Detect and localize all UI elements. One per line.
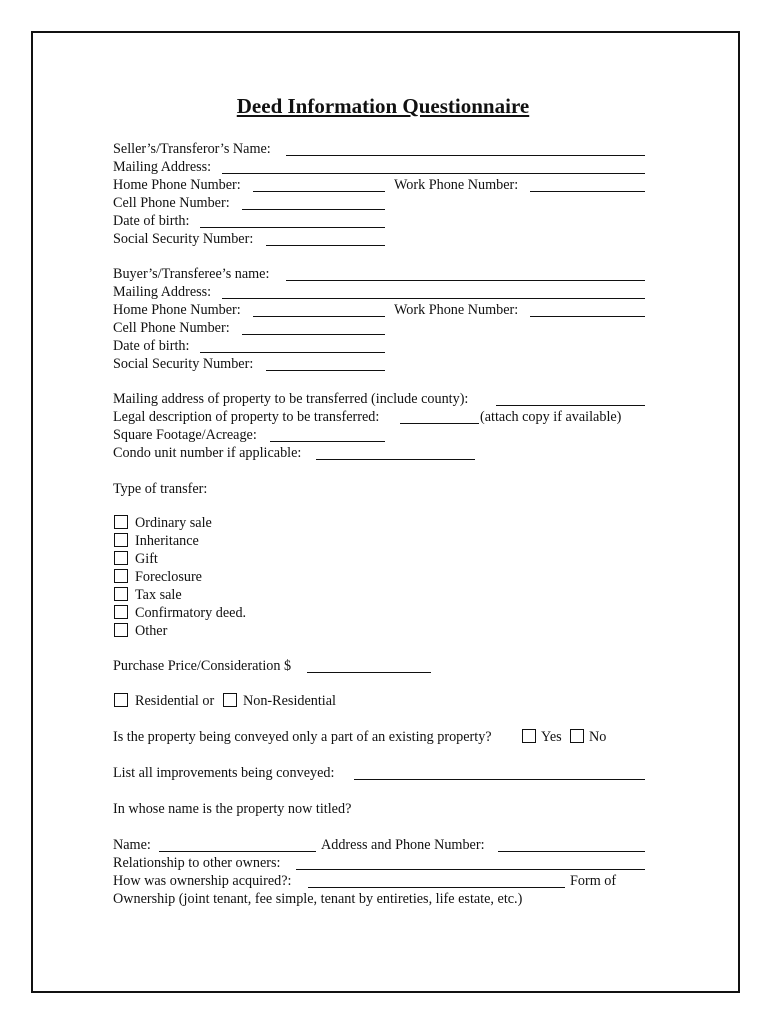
buyer-dob-label: Date of birth: bbox=[113, 338, 190, 354]
buyer-name-label: Buyer’s/Transferee’s name: bbox=[113, 266, 270, 282]
ownership-form-row bbox=[113, 890, 653, 908]
transfer-option bbox=[113, 622, 413, 640]
seller-dob-label: Date of birth: bbox=[113, 213, 190, 229]
seller-ssn-field[interactable] bbox=[266, 245, 385, 246]
checkbox-foreclosure[interactable] bbox=[114, 569, 128, 583]
seller-name-label: Seller’s/Transferor’s Name: bbox=[113, 141, 271, 157]
legal-description-note: (attach copy if available) bbox=[480, 409, 622, 425]
seller-phone-row bbox=[113, 176, 653, 194]
seller-cell-field[interactable] bbox=[242, 209, 385, 210]
seller-cell-label: Cell Phone Number: bbox=[113, 195, 230, 211]
option-label-tax-sale: Tax sale bbox=[135, 587, 182, 603]
checkbox-other[interactable] bbox=[114, 623, 128, 637]
buyer-mailing-label: Mailing Address: bbox=[113, 284, 212, 300]
legal-description-label: Legal description of property to be transferred: bbox=[113, 409, 380, 425]
property-address-label: Mailing address of property to be transferred (include county): bbox=[113, 391, 469, 407]
checkbox-ordinary-sale[interactable] bbox=[114, 515, 128, 529]
buyer-cell-field[interactable] bbox=[242, 334, 385, 335]
square-footage-field[interactable] bbox=[270, 441, 385, 442]
purchase-price-label: Purchase Price/Consideration $ bbox=[113, 658, 292, 674]
improvements-label: List all improvements being conveyed: bbox=[113, 765, 335, 781]
square-footage-label: Square Footage/Acreage: bbox=[113, 427, 257, 443]
owner-name-row bbox=[113, 836, 653, 854]
option-label-other: Other bbox=[135, 623, 168, 639]
seller-mailing-field[interactable] bbox=[222, 173, 645, 174]
condo-unit-label: Condo unit number if applicable: bbox=[113, 445, 302, 461]
buyer-dob-row bbox=[113, 337, 653, 355]
property-address-row bbox=[113, 390, 653, 408]
seller-work-phone-field[interactable] bbox=[530, 191, 645, 192]
condo-unit-field[interactable] bbox=[316, 459, 475, 460]
buyer-ssn-field[interactable] bbox=[266, 370, 385, 371]
checkbox-no[interactable] bbox=[570, 729, 584, 743]
condo-unit-row bbox=[113, 444, 653, 462]
buyer-dob-field[interactable] bbox=[200, 352, 385, 353]
option-label-gift: Gift bbox=[135, 551, 158, 567]
checkbox-non-residential[interactable] bbox=[223, 693, 237, 707]
transfer-option bbox=[113, 532, 413, 550]
relationship-row bbox=[113, 854, 653, 872]
residential-row bbox=[113, 692, 653, 710]
option-label-ordinary-sale: Ordinary sale bbox=[135, 515, 212, 531]
seller-name-row bbox=[113, 140, 653, 158]
checkbox-residential[interactable] bbox=[114, 693, 128, 707]
option-label-foreclosure: Foreclosure bbox=[135, 569, 202, 585]
form-of-label: Form of bbox=[570, 873, 617, 889]
ownership-form-label: Ownership (joint tenant, fee simple, tenant by entireties, life estate, etc.) bbox=[113, 891, 523, 907]
no-label: No bbox=[589, 729, 607, 745]
seller-work-phone-label: Work Phone Number: bbox=[394, 177, 519, 193]
ownership-acquired-field[interactable] bbox=[308, 887, 565, 888]
property-address-field[interactable] bbox=[496, 405, 645, 406]
seller-home-phone-field[interactable] bbox=[253, 191, 385, 192]
buyer-home-phone-label: Home Phone Number: bbox=[113, 302, 241, 318]
transfer-type-label: Type of transfer: bbox=[113, 481, 208, 497]
owner-name-label: Name: bbox=[113, 837, 151, 853]
page-title: Deed Information Questionnaire bbox=[236, 94, 530, 118]
relationship-label: Relationship to other owners: bbox=[113, 855, 281, 871]
seller-dob-field[interactable] bbox=[200, 227, 385, 228]
square-footage-row bbox=[113, 426, 653, 444]
buyer-ssn-label: Social Security Number: bbox=[113, 356, 254, 372]
checkbox-yes[interactable] bbox=[522, 729, 536, 743]
legal-description-row bbox=[113, 408, 653, 426]
purchase-price-field[interactable] bbox=[307, 672, 431, 673]
buyer-phone-row bbox=[113, 301, 653, 319]
checkbox-inheritance[interactable] bbox=[114, 533, 128, 547]
seller-cell-row bbox=[113, 194, 653, 212]
buyer-work-phone-field[interactable] bbox=[530, 316, 645, 317]
seller-mailing-label: Mailing Address: bbox=[113, 159, 212, 175]
owner-address-phone-label: Address and Phone Number: bbox=[321, 837, 485, 853]
residential-label: Residential or bbox=[135, 693, 215, 709]
checkbox-confirmatory-deed[interactable] bbox=[114, 605, 128, 619]
seller-dob-row bbox=[113, 212, 653, 230]
ownership-acquired-label: How was ownership acquired?: bbox=[113, 873, 292, 889]
titled-question: In whose name is the property now titled? bbox=[113, 801, 352, 817]
owner-name-field[interactable] bbox=[159, 851, 316, 852]
seller-home-phone-label: Home Phone Number: bbox=[113, 177, 241, 193]
yes-label: Yes bbox=[541, 729, 562, 745]
transfer-option bbox=[113, 604, 413, 622]
purchase-price-row bbox=[113, 657, 653, 675]
checkbox-tax-sale[interactable] bbox=[114, 587, 128, 601]
relationship-field[interactable] bbox=[296, 869, 645, 870]
buyer-ssn-row bbox=[113, 355, 653, 373]
transfer-option bbox=[113, 514, 413, 532]
buyer-cell-row bbox=[113, 319, 653, 337]
legal-description-field[interactable] bbox=[400, 423, 479, 424]
partial-property-row bbox=[113, 728, 653, 746]
transfer-option bbox=[113, 568, 413, 586]
buyer-name-field[interactable] bbox=[286, 280, 645, 281]
seller-name-field[interactable] bbox=[286, 155, 645, 156]
ownership-acquired-row bbox=[113, 872, 653, 890]
transfer-option bbox=[113, 550, 413, 568]
non-residential-label: Non-Residential bbox=[243, 693, 336, 709]
buyer-mailing-row bbox=[113, 283, 653, 301]
seller-ssn-label: Social Security Number: bbox=[113, 231, 254, 247]
checkbox-gift[interactable] bbox=[114, 551, 128, 565]
buyer-cell-label: Cell Phone Number: bbox=[113, 320, 230, 336]
owner-address-phone-field[interactable] bbox=[498, 851, 645, 852]
option-label-inheritance: Inheritance bbox=[135, 533, 199, 549]
seller-ssn-row bbox=[113, 230, 653, 248]
improvements-row bbox=[113, 764, 653, 782]
buyer-mailing-field[interactable] bbox=[222, 298, 645, 299]
buyer-name-row bbox=[113, 265, 653, 283]
transfer-option bbox=[113, 586, 413, 604]
buyer-work-phone-label: Work Phone Number: bbox=[394, 302, 519, 318]
buyer-home-phone-field[interactable] bbox=[253, 316, 385, 317]
titled-row bbox=[113, 800, 653, 818]
improvements-field[interactable] bbox=[354, 779, 645, 780]
seller-mailing-row bbox=[113, 158, 653, 176]
partial-property-question: Is the property being conveyed only a part of an existing property? bbox=[113, 729, 492, 745]
option-label-confirmatory-deed: Confirmatory deed. bbox=[135, 605, 247, 621]
transfer-type-row bbox=[113, 480, 653, 498]
